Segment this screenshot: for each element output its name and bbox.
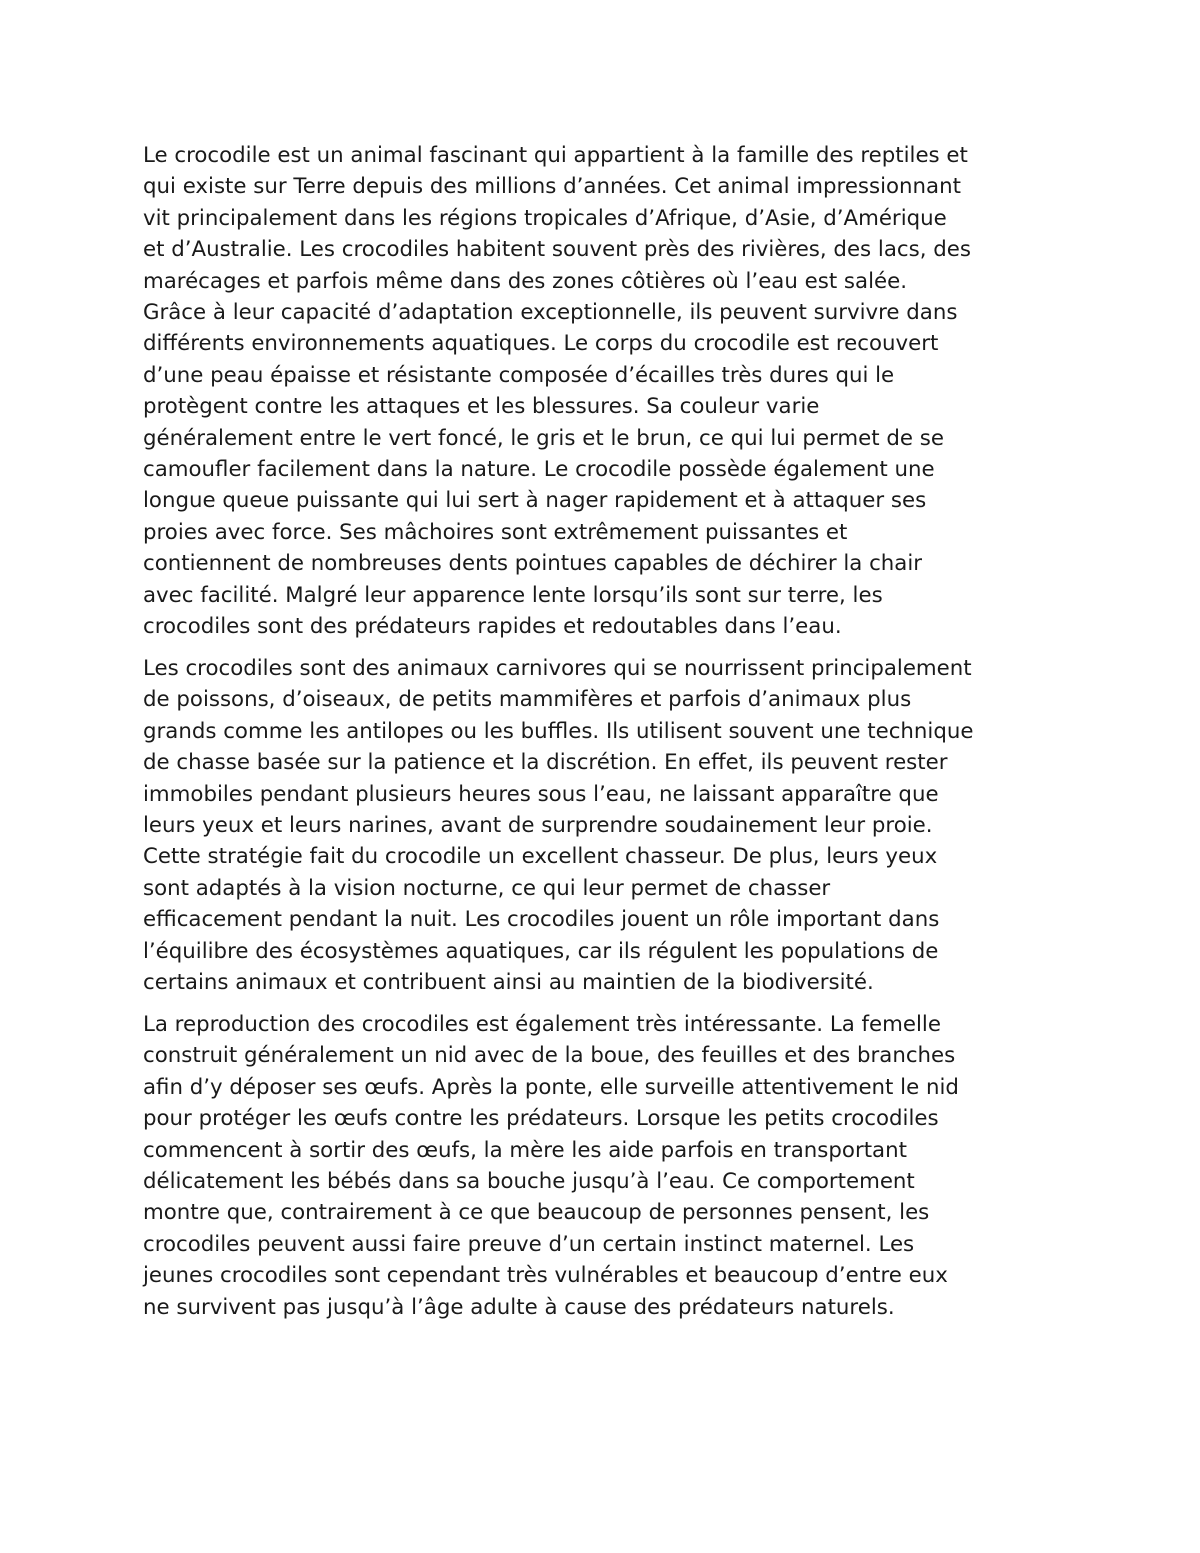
- text-line: crocodiles sont des prédateurs rapides et redoutables dans l’eau.: [143, 614, 842, 640]
- text-line: marécages et parfois même dans des zones côtières où l’eau est salée.: [143, 268, 907, 294]
- text-line: vit principalement dans les régions tropicales d’Afrique, d’Asie, d’Amérique: [143, 205, 947, 231]
- text-line: généralement entre le vert foncé, le gris et le brun, ce qui lui permet de se: [143, 425, 944, 451]
- text-line: de poissons, d’oiseaux, de petits mammifères et parfois d’animaux plus: [143, 687, 912, 713]
- text-line: de chasse basée sur la patience et la discrétion. En effet, ils peuvent rester: [143, 750, 948, 776]
- text-line: Grâce à leur capacité d’adaptation exceptionnelle, ils peuvent survivre dans: [143, 300, 958, 326]
- text-line: construit généralement un nid avec de la boue, des feuilles et des branches: [143, 1043, 956, 1069]
- text-line: délicatement les bébés dans sa bouche jusqu’à l’eau. Ce comportement: [143, 1169, 915, 1194]
- text-line: d’une peau épaisse et résistante composée d’écailles très dures qui le: [143, 362, 895, 388]
- text-line: leurs yeux et leurs narines, avant de surprendre soudainement leur proie.: [143, 813, 933, 839]
- text-line: afin d’y déposer ses œufs. Après la ponte, elle surveille attentivement le nid: [143, 1074, 959, 1100]
- text-line: Les crocodiles sont des animaux carnivores qui se nourrissent principalement: [143, 656, 972, 681]
- text-line: contiennent de nombreuses dents pointues capables de déchirer la chair: [143, 551, 923, 577]
- text-line: et d’Australie. Les crocodiles habitent souvent près des rivières, des lacs, des: [143, 237, 971, 263]
- text-line: crocodiles peuvent aussi faire preuve d’un certain instinct maternel. Les: [143, 1231, 915, 1257]
- text-line: l’équilibre des écosystèmes aquatiques, car ils régulent les populations de: [143, 938, 939, 964]
- text-line: commencent à sortir des œufs, la mère les aide parfois en transportant: [143, 1137, 907, 1163]
- text-line: Cette stratégie fait du crocodile un excellent chasseur. De plus, leurs yeux: [143, 844, 938, 870]
- text-line: qui existe sur Terre depuis des millions d’années. Cet animal impressionnant: [143, 174, 961, 200]
- text-line: sont adaptés à la vision nocturne, ce qui leur permet de chasser: [143, 875, 831, 901]
- paragraph-2: [143, 653, 1083, 998]
- text-line: grands comme les antilopes ou les buffles. Ils utilisent souvent une technique: [143, 718, 974, 744]
- text-line: certains animaux et contribuent ainsi au maintien de la biodiversité.: [143, 970, 874, 996]
- text-line: proies avec force. Ses mâchoires sont extrêmement puissantes et: [143, 519, 848, 545]
- paragraph-1: [143, 140, 1083, 643]
- text-line: différents environnements aquatiques. Le corps du crocodile est recouvert: [143, 331, 939, 357]
- text-line: protègent contre les attaques et les blessures. Sa couleur varie: [143, 394, 820, 420]
- text-line: immobiles pendant plusieurs heures sous l’eau, ne laissant apparaître que: [143, 781, 939, 807]
- text-line: montre que, contrairement à ce que beaucoup de personnes pensent, les: [143, 1200, 930, 1226]
- text-line: pour protéger les œufs contre les prédateurs. Lorsque les petits crocodiles: [143, 1106, 939, 1132]
- text-line: camoufler facilement dans la nature. Le crocodile possède également une: [143, 457, 935, 483]
- document-body: [143, 140, 1083, 1334]
- text-line: La reproduction des crocodiles est également très intéressante. La femelle: [143, 1011, 941, 1037]
- text-line: ne survivent pas jusqu’à l’âge adulte à cause des prédateurs naturels.: [143, 1294, 895, 1320]
- text-line: Le crocodile est un animal fascinant qui appartient à la famille des reptiles et: [143, 143, 968, 168]
- text-line: longue queue puissante qui lui sert à nager rapidement et à attaquer ses: [143, 488, 927, 514]
- text-line: efficacement pendant la nuit. Les crocodiles jouent un rôle important dans: [143, 907, 940, 933]
- text-line: jeunes crocodiles sont cependant très vulnérables et beaucoup d’entre eux: [143, 1263, 948, 1289]
- text-line: avec facilité. Malgré leur apparence lente lorsqu’ils sont sur terre, les: [143, 582, 883, 608]
- paragraph-3: [143, 1009, 1083, 1323]
